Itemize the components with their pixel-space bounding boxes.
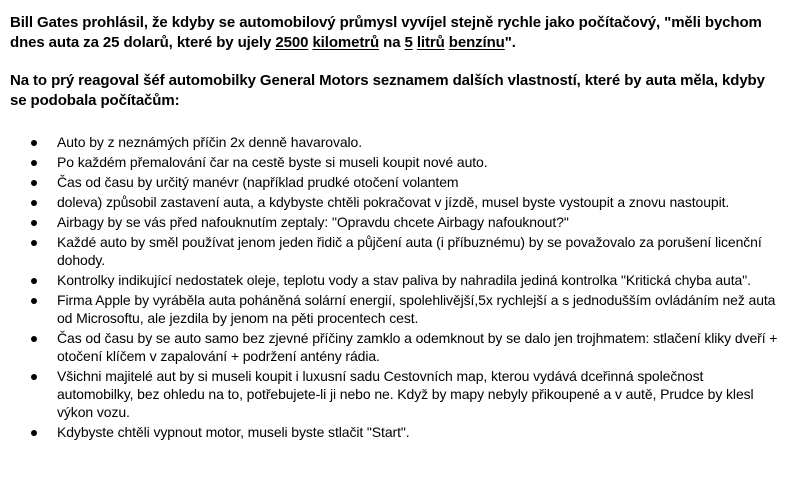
- bullet-icon: [31, 298, 37, 304]
- intro-paragraph: [10, 13, 778, 53]
- list-item-text: Airbagy by se vás před nafouknutím zeptaly: "Opravdu chcete Airbagy nafouknout?": [57, 214, 569, 230]
- intro-liter-word: litrů: [416, 34, 445, 51]
- bullet-icon: [31, 200, 37, 206]
- list-item: [10, 213, 778, 231]
- bullet-icon: [31, 336, 37, 342]
- list-item-text: Kdybyste chtěli vypnout motor, museli byste stlačit "Start".: [57, 424, 410, 440]
- response-paragraph: Na to prý reagoval šéf automobilky General Motors seznamem dalších vlastností, které by auta měla, kdyby se podobala počítačům:: [10, 72, 765, 109]
- list-item: [10, 291, 778, 327]
- paragraph-gap: [10, 53, 778, 71]
- bullet-list: [10, 133, 778, 441]
- intro-km-word: kilometrů: [312, 34, 380, 51]
- intro-end: ".: [504, 34, 516, 51]
- intro-liter-value: 5: [404, 34, 413, 51]
- bullet-icon: [31, 374, 37, 380]
- list-item: [10, 193, 778, 211]
- bullet-icon: [31, 430, 37, 436]
- intro-text: Bill Gates prohlásil, že kdyby se automobilový průmysl vyvíjel stejně rychle jako počítačový, "měli bychom dnes auta za 25 dolarů, které by ujely: [10, 14, 762, 51]
- list-item-text: Čas od času by určitý manévr (například prudké otočení volantem: [57, 174, 459, 190]
- list-item-text: Všichni majitelé aut by si museli koupit i luxusní sadu Cestovních map, kterou vydává dceřinná společnost automobilky, bez ohledu na to, potřebujete-li ji nebo ne. Když by mapy nebyly přikoupené a v autě, Prudce by klesl výkon vozu.: [57, 368, 754, 420]
- bullet-icon: [31, 278, 37, 284]
- list-item-text: Čas od času by se auto samo bez zjevné příčiny zamklo a odemknout by se dalo jen trojhmatem: stlačení kliky dveří + otočení klíčem v zapalování + podržení antény rádia.: [57, 330, 778, 364]
- intro-km-value: 2500: [275, 34, 309, 51]
- list-item: [10, 423, 778, 441]
- bullet-icon: [31, 180, 37, 186]
- list-item-text: Kontrolky indikující nedostatek oleje, teplotu vody a stav paliva by nahradila jediná kontrolka "Kritická chyba auta".: [57, 272, 751, 288]
- bullet-icon: [31, 220, 37, 226]
- intro-fuel: benzínu: [448, 34, 505, 51]
- list-item-text: Auto by z neznámých příčin 2x denně havarovalo.: [57, 134, 363, 150]
- list-item: [10, 173, 778, 191]
- bullet-icon: [31, 160, 37, 166]
- list-item-text: Firma Apple by vyráběla auta poháněná solární energií, spolehlivější,5x rychlejší a s jednodušším ovládáním než auta od Microsoftu, ale jezdila by jenom na pěti procentech cest.: [57, 292, 776, 326]
- list-item-text: Po každém přemalování čar na cestě byste si museli koupit nové auto.: [57, 154, 488, 170]
- list-item: [10, 233, 778, 269]
- list-item: [10, 271, 778, 289]
- list-item: [10, 153, 778, 171]
- list-item-text: Každé auto by směl používat jenom jeden řidič a půjčení auta (i příbuznému) by se považovalo za porušení licenční dohody.: [57, 234, 762, 268]
- intro-na: na: [379, 34, 405, 51]
- list-item-text: doleva) způsobil zastavení auta, a kdybyste chtěli pokračovat v jízdě, musel byste vystoupit a znovu nastoupit.: [57, 194, 730, 210]
- list-item: [10, 329, 778, 365]
- bullet-icon: [31, 240, 37, 246]
- list-item: [10, 367, 778, 421]
- list-item: [10, 133, 778, 151]
- bullet-icon: [31, 140, 37, 146]
